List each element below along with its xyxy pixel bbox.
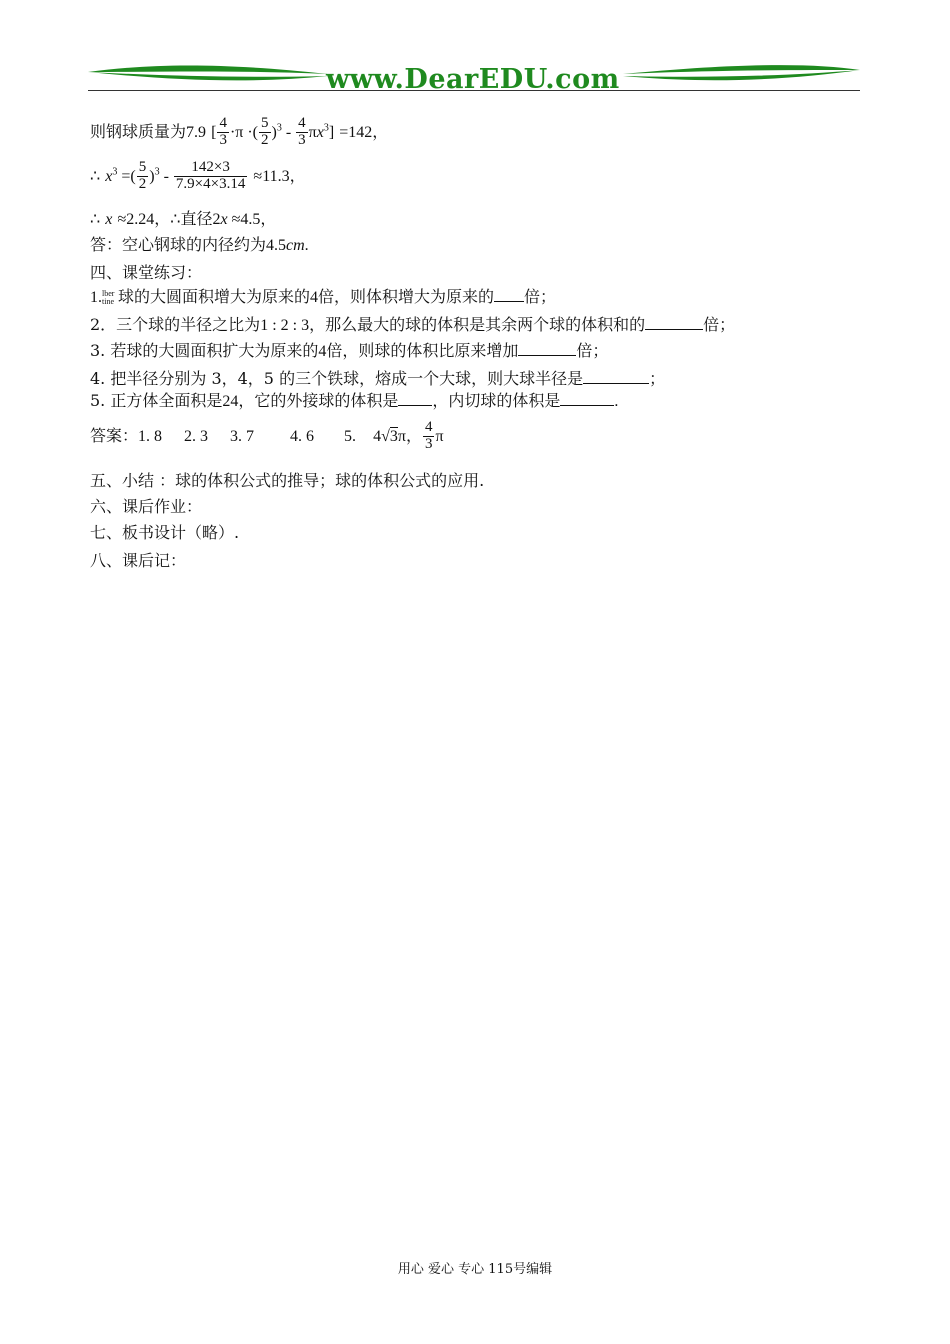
- left-swoosh-lower: [88, 72, 328, 80]
- mass-equation: 则钢球质量为7.9 [ $\frac{4}{3}$ ·π ·( $\frac{5}{2}$ )$^3$ - $\frac{4}{3}$ $\pi x^3] =142$，: [90, 115, 389, 148]
- exercise-5-blank-2: [560, 391, 614, 406]
- exercise-3: 3. 若球的大圆面积扩大为原来的4倍，则球的体积比原来增加 倍；: [90, 341, 609, 360]
- x-value: ≈2.24，: [117, 211, 171, 228]
- section-5-summary: 五、小结 ：球的体积公式的推导；球的体积公式的应用.: [90, 471, 485, 490]
- page-footer: 用心 爱心 专心 115号编辑: [397, 1262, 553, 1277]
- frac-mass-ratio: $\frac{142\times 3}{7.9\times 4\times 3.14}$: [175, 159, 246, 192]
- diameter-label: ∴直径: [170, 209, 213, 228]
- answer-5-volume-2: $\frac{4}{3}$: [424, 419, 433, 452]
- mass-equation-label: 则钢球质量为: [90, 121, 187, 141]
- exercise-5-blank-1: [398, 391, 432, 406]
- cube-result: ≈11.3，: [253, 167, 306, 185]
- section-8-notes: 八、课后记：: [90, 551, 187, 570]
- cube-equation: ∴ $x^3$ =( $\frac{5}{2}$ )$^3$ - $\frac{142\times 3}{7.9\times 4\times 3.14}$ ≈11.3，: [90, 159, 306, 192]
- header-rule: [88, 90, 860, 91]
- answer-value: 4.5: [266, 237, 287, 254]
- exercise-1-artifact: lber tine: [102, 288, 115, 306]
- mass-coefficient: 7.9: [186, 123, 207, 141]
- frac-four-thirds-2: $\frac{4}{3}$: [298, 115, 306, 148]
- answers-line: 答案：1. 8 2. 3 3. 7 4. 6 5. 4√3π， $\frac{4}{3}$ π: [90, 419, 444, 452]
- radius-equation: ∴ x ≈2.24，∴直径2x ≈4.5，: [90, 209, 277, 228]
- answer-unit: cm: [286, 237, 305, 254]
- answer-label: 答：空心钢球的内径约为: [90, 235, 267, 254]
- answers-label: 答案：: [90, 425, 139, 445]
- therefore-symbol: ∴: [90, 165, 101, 185]
- exercise-5: 5. 正方体全面积是24，它的外接球的体积是 ，内切球的体积是 .: [90, 391, 619, 410]
- frac-five-halves: $\frac{5}{2}$: [261, 115, 269, 148]
- site-logo-text: www.DearEDU.com: [326, 64, 620, 95]
- exercise-3-blank: [518, 341, 576, 356]
- section-4-title: 四、课堂练习：: [90, 263, 203, 282]
- frac-five-halves-3: $\frac{5}{2}$: [138, 159, 147, 192]
- diameter-value: ≈4.5，: [231, 211, 277, 228]
- exercise-4-blank: [583, 369, 649, 384]
- exercise-2-blank: [645, 315, 703, 330]
- exercise-1: 1. lber tine 球的大圆面积增大为原来的4倍，则体积增大为原来的 倍；: [90, 287, 557, 306]
- left-swoosh: [88, 66, 328, 75]
- answer-5-volume-1: 4√3π: [373, 427, 406, 445]
- section-6-homework: 六、课后作业：: [90, 497, 203, 516]
- section-7-board-design: 七、板书设计（略）.: [90, 523, 240, 542]
- exercise-1-blank: [494, 287, 524, 302]
- exercise-4: 4. 把半径分别为 3，4，5 的三个铁球，熔成一个大球，则大球半径是 ；: [90, 369, 666, 388]
- page-header: [88, 58, 860, 98]
- exercise-2: 2．三个球的半径之比为1 : 2 : 3，那么最大的球的体积是其余两个球的体积和的 倍；: [90, 315, 736, 334]
- mass-equation-result: =142，: [339, 123, 389, 141]
- frac-four-thirds: $\frac{4}{3}$: [219, 115, 227, 148]
- answer-sentence: 答：空心钢球的内径约为4.5cm.: [90, 235, 309, 254]
- therefore-symbol-2: ∴: [90, 209, 101, 228]
